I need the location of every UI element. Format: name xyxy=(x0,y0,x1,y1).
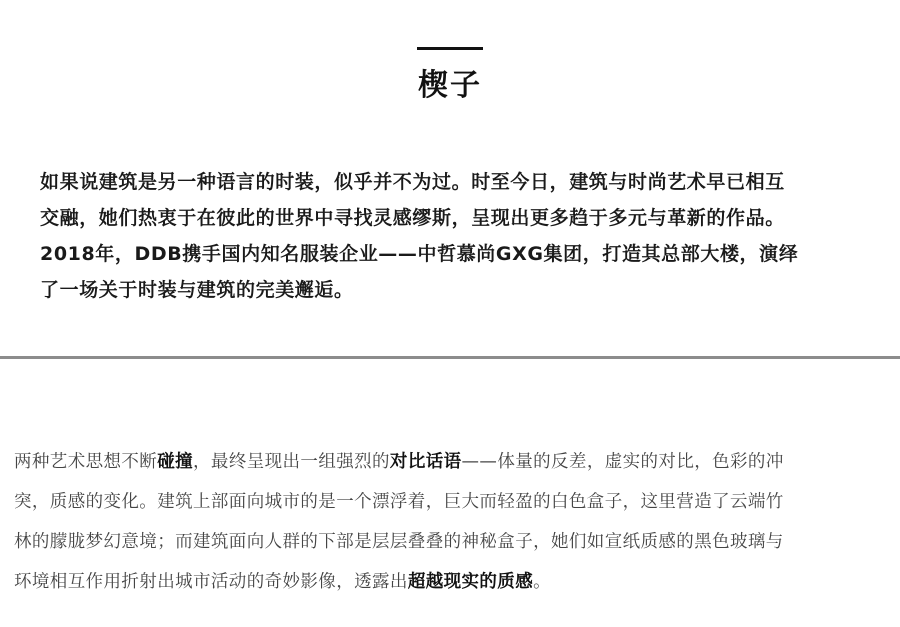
body-line xyxy=(14,562,890,602)
body-line: 突，质感的变化。建筑上部面向城市的是一个漂浮着，巨大而轻盈的白色盒子，这里营造了云端竹 xyxy=(14,492,784,512)
intro-line: 2018年，DDB携手国内知名服装企业——中哲慕尚GXG集团，打造其总部大楼，演绎 xyxy=(40,243,799,265)
body-paragraph xyxy=(14,442,890,602)
intro-line: 交融，她们热衷于在彼此的世界中寻找灵感缪斯，呈现出更多趋于多元与革新的作品。 xyxy=(40,207,785,229)
body-text-segment: 。 xyxy=(533,572,552,592)
intro-paragraph xyxy=(40,164,870,308)
body-text-segment: 两种艺术思想不断 xyxy=(14,452,158,472)
title-accent-bar xyxy=(417,47,483,50)
intro-line: 如果说建筑是另一种语言的时装，似乎并不为过。时至今日，建筑与时尚艺术早已相互 xyxy=(40,171,785,193)
section-divider xyxy=(0,356,900,359)
highlight-beyond-reality: 超越现实的质感 xyxy=(407,572,534,592)
body-line: 林的朦胧梦幻意境；而建筑面向人群的下部是层层叠叠的神秘盒子，她们如宣纸质感的黑色玻璃与 xyxy=(14,532,784,552)
highlight-collision: 碰撞 xyxy=(157,452,194,472)
body-text-segment: 环境相互作用折射出城市活动的奇妙影像，透露出 xyxy=(14,572,408,592)
body-line xyxy=(14,442,890,482)
highlight-contrast-discourse: 对比话语 xyxy=(389,452,462,472)
body-text-segment: ，最终呈现出一组强烈的 xyxy=(193,452,390,472)
title-section xyxy=(0,40,900,104)
page-title: 楔子 xyxy=(418,68,482,103)
body-text-segment: ——体量的反差，虚实的对比，色彩的冲 xyxy=(461,452,784,472)
intro-line: 了一场关于时装与建筑的完美邂逅。 xyxy=(40,279,354,301)
